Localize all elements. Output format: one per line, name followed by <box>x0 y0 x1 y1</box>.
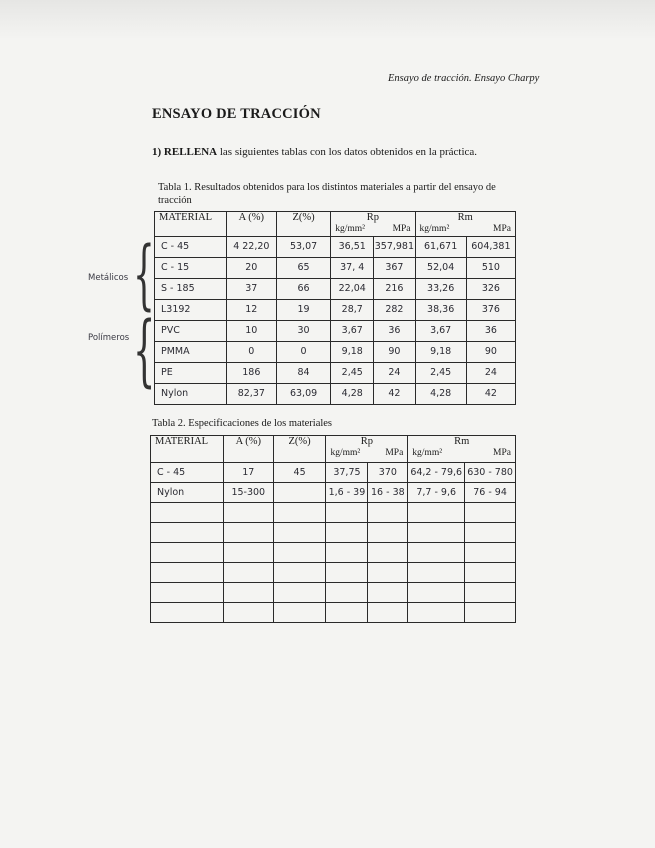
table-cell: 42 <box>466 383 515 404</box>
t1-header-rp <box>331 212 415 236</box>
table-cell <box>465 562 516 582</box>
table-cell: 16 - 38 <box>368 482 408 502</box>
table-cell: 1,6 - 39 <box>326 482 368 502</box>
table-cell <box>368 562 408 582</box>
table-cell: 2,45 <box>415 362 466 383</box>
table-cell <box>223 522 273 542</box>
t2-header-rp-kg: kg/mm² <box>330 448 361 458</box>
table-cell: 0 <box>226 341 276 362</box>
table-cell: 3,67 <box>415 320 466 341</box>
table-cell: 604,381 <box>466 236 515 257</box>
table-cell: 63,09 <box>276 383 330 404</box>
table-cell: 82,37 <box>226 383 276 404</box>
table-cell <box>465 522 516 542</box>
table-cell: 186 <box>226 362 276 383</box>
table-cell <box>465 502 516 522</box>
table-cell: Nylon <box>151 482 224 502</box>
t1-header-rm <box>415 212 515 236</box>
table-cell: 36 <box>466 320 515 341</box>
table-cell <box>326 502 368 522</box>
t1-header-a: A (%) <box>226 212 276 237</box>
table-cell <box>273 542 326 562</box>
table-cell: 52,04 <box>415 257 466 278</box>
t1-header-rp-mpa: MPa <box>392 224 411 234</box>
table-cell: 38,36 <box>415 299 466 320</box>
table-cell: 630 - 780 <box>465 462 516 482</box>
table-cell: 64,2 - 79,6 <box>408 462 465 482</box>
scan-shadow <box>0 0 655 40</box>
table-row <box>151 462 516 482</box>
table-row <box>151 562 516 582</box>
table-cell: 28,7 <box>331 299 374 320</box>
table-cell: 20 <box>226 257 276 278</box>
table-cell <box>465 542 516 562</box>
table-cell: 4,28 <box>415 383 466 404</box>
table-cell: 53,07 <box>276 236 330 257</box>
table-cell: 9,18 <box>415 341 466 362</box>
table-cell <box>408 602 465 622</box>
table-cell: 9,18 <box>331 341 374 362</box>
t1-body <box>155 236 516 404</box>
t2-header-rm-kg: kg/mm² <box>412 448 443 458</box>
table-cell: 376 <box>466 299 515 320</box>
table-cell: 24 <box>466 362 515 383</box>
table-cell: 76 - 94 <box>465 482 516 502</box>
table-cell: 367 <box>374 257 415 278</box>
table-cell: 90 <box>374 341 415 362</box>
table-cell: 510 <box>466 257 515 278</box>
table-cell <box>223 562 273 582</box>
table-cell: 37 <box>226 278 276 299</box>
table-row <box>151 542 516 562</box>
page-header: Ensayo de tracción. Ensayo Charpy <box>388 73 540 84</box>
table-row <box>155 383 516 404</box>
table2-caption: Tabla 2. Especificaciones de los materiales <box>152 418 333 429</box>
t2-header-z: Z(%) <box>273 436 326 463</box>
t2-body <box>151 462 516 622</box>
table-cell <box>273 522 326 542</box>
table-cell <box>151 582 224 602</box>
table-cell: C - 45 <box>155 236 227 257</box>
table-cell: 15-300 <box>223 482 273 502</box>
table-cell <box>408 542 465 562</box>
brace-polymers: { <box>133 306 156 396</box>
table-cell: 19 <box>276 299 330 320</box>
table-cell <box>408 562 465 582</box>
document-title: ENSAYO DE TRACCIÓN <box>152 106 321 122</box>
instruction <box>152 146 477 158</box>
table-cell <box>273 582 326 602</box>
brace-metals: { <box>133 229 155 318</box>
table-cell <box>223 502 273 522</box>
table-cell <box>368 522 408 542</box>
table-cell: 326 <box>466 278 515 299</box>
table-cell: 10 <box>226 320 276 341</box>
t1-header-z: Z(%) <box>276 212 330 237</box>
table-cell: C - 45 <box>151 462 224 482</box>
table1-caption: Tabla 1. Resultados obtenidos para los distintos materiales a partir del ensayo de tracción <box>158 182 496 206</box>
table1 <box>154 211 516 405</box>
table-cell <box>408 502 465 522</box>
t1-header-rp-label: Rp <box>366 212 379 223</box>
table-cell: 357,981 <box>374 236 415 257</box>
table-cell <box>465 602 516 622</box>
t2-header-rp <box>326 436 408 462</box>
table-row <box>151 482 516 502</box>
t2-header-rm <box>408 436 516 462</box>
table-cell <box>151 562 224 582</box>
table-cell: 12 <box>226 299 276 320</box>
table-cell: 30 <box>276 320 330 341</box>
table-cell: 4,28 <box>331 383 374 404</box>
table-row <box>151 602 516 622</box>
instruction-bold: 1) RELLENA <box>152 146 218 158</box>
table-cell: 90 <box>466 341 515 362</box>
table-cell <box>326 542 368 562</box>
t2-header-rm-label: Rm <box>454 436 470 447</box>
table-row <box>155 320 516 341</box>
table-cell <box>223 582 273 602</box>
table-cell <box>151 502 224 522</box>
table-cell <box>273 502 326 522</box>
table-cell: 37,75 <box>326 462 368 482</box>
t2-header-material: MATERIAL <box>151 436 224 463</box>
table-cell <box>151 522 224 542</box>
table-cell: 37, 4 <box>331 257 374 278</box>
table-row <box>155 278 516 299</box>
table-cell <box>273 562 326 582</box>
table-cell: 61,671 <box>415 236 466 257</box>
table-cell: PMMA <box>155 341 227 362</box>
table-cell: 3,67 <box>331 320 374 341</box>
table-cell: 282 <box>374 299 415 320</box>
table-cell: 370 <box>368 462 408 482</box>
table-cell <box>273 602 326 622</box>
table-cell <box>368 602 408 622</box>
t2-header-a: A (%) <box>223 436 273 463</box>
table-cell: 22,04 <box>331 278 374 299</box>
table-cell <box>151 542 224 562</box>
table-cell <box>326 522 368 542</box>
table-cell <box>273 482 326 502</box>
table-cell: 2,45 <box>331 362 374 383</box>
t2-header-rp-label: Rp <box>360 436 374 447</box>
table-cell: 45 <box>273 462 326 482</box>
table-row <box>155 257 516 278</box>
table-cell <box>408 522 465 542</box>
table-cell <box>368 502 408 522</box>
table2 <box>150 435 516 623</box>
table-row <box>151 502 516 522</box>
table-cell: 66 <box>276 278 330 299</box>
table-cell <box>368 542 408 562</box>
table-cell: 84 <box>276 362 330 383</box>
instruction-text: las siguientes tablas con los datos obtenidos en la práctica. <box>217 146 478 158</box>
table-cell <box>326 582 368 602</box>
note-polymers: Polímeros <box>88 333 130 343</box>
table-row <box>151 522 516 542</box>
table-row <box>155 341 516 362</box>
table-row <box>151 582 516 602</box>
note-metals: Metálicos <box>88 273 129 283</box>
table-cell: PVC <box>155 320 227 341</box>
table-cell <box>368 582 408 602</box>
table-cell: PE <box>155 362 227 383</box>
t2-header-rm-mpa: MPa <box>493 448 511 458</box>
table-cell: 24 <box>374 362 415 383</box>
table-cell: 42 <box>374 383 415 404</box>
t1-header-rm-kg: kg/mm² <box>419 224 450 234</box>
t1-header-rm-mpa: MPa <box>493 224 511 234</box>
t1-header-rm-label: Rm <box>457 212 473 223</box>
table-cell <box>223 542 273 562</box>
table-cell: 0 <box>276 341 330 362</box>
table-cell: 65 <box>276 257 330 278</box>
table-cell: 7,7 - 9,6 <box>408 482 465 502</box>
table-cell: S - 185 <box>155 278 227 299</box>
table-cell: 4 22,20 <box>226 236 276 257</box>
table-cell: 17 <box>223 462 273 482</box>
table-cell: 33,26 <box>415 278 466 299</box>
table-cell <box>223 602 273 622</box>
table-row <box>155 299 516 320</box>
table-cell: C - 15 <box>155 257 227 278</box>
table-cell: 36 <box>374 320 415 341</box>
table-cell <box>408 582 465 602</box>
t1-header-rp-kg: kg/mm² <box>335 224 365 234</box>
t2-header-rp-mpa: MPa <box>385 448 404 458</box>
table-row <box>155 236 516 257</box>
table-cell <box>326 602 368 622</box>
table-row <box>155 362 516 383</box>
table-cell <box>326 562 368 582</box>
table-cell <box>465 582 516 602</box>
t1-header-material: MATERIAL <box>155 212 227 237</box>
table-cell: L3192 <box>155 299 227 320</box>
table-cell <box>151 602 224 622</box>
table-cell: Nylon <box>155 383 227 404</box>
table-cell: 36,51 <box>331 236 374 257</box>
table-cell: 216 <box>374 278 415 299</box>
